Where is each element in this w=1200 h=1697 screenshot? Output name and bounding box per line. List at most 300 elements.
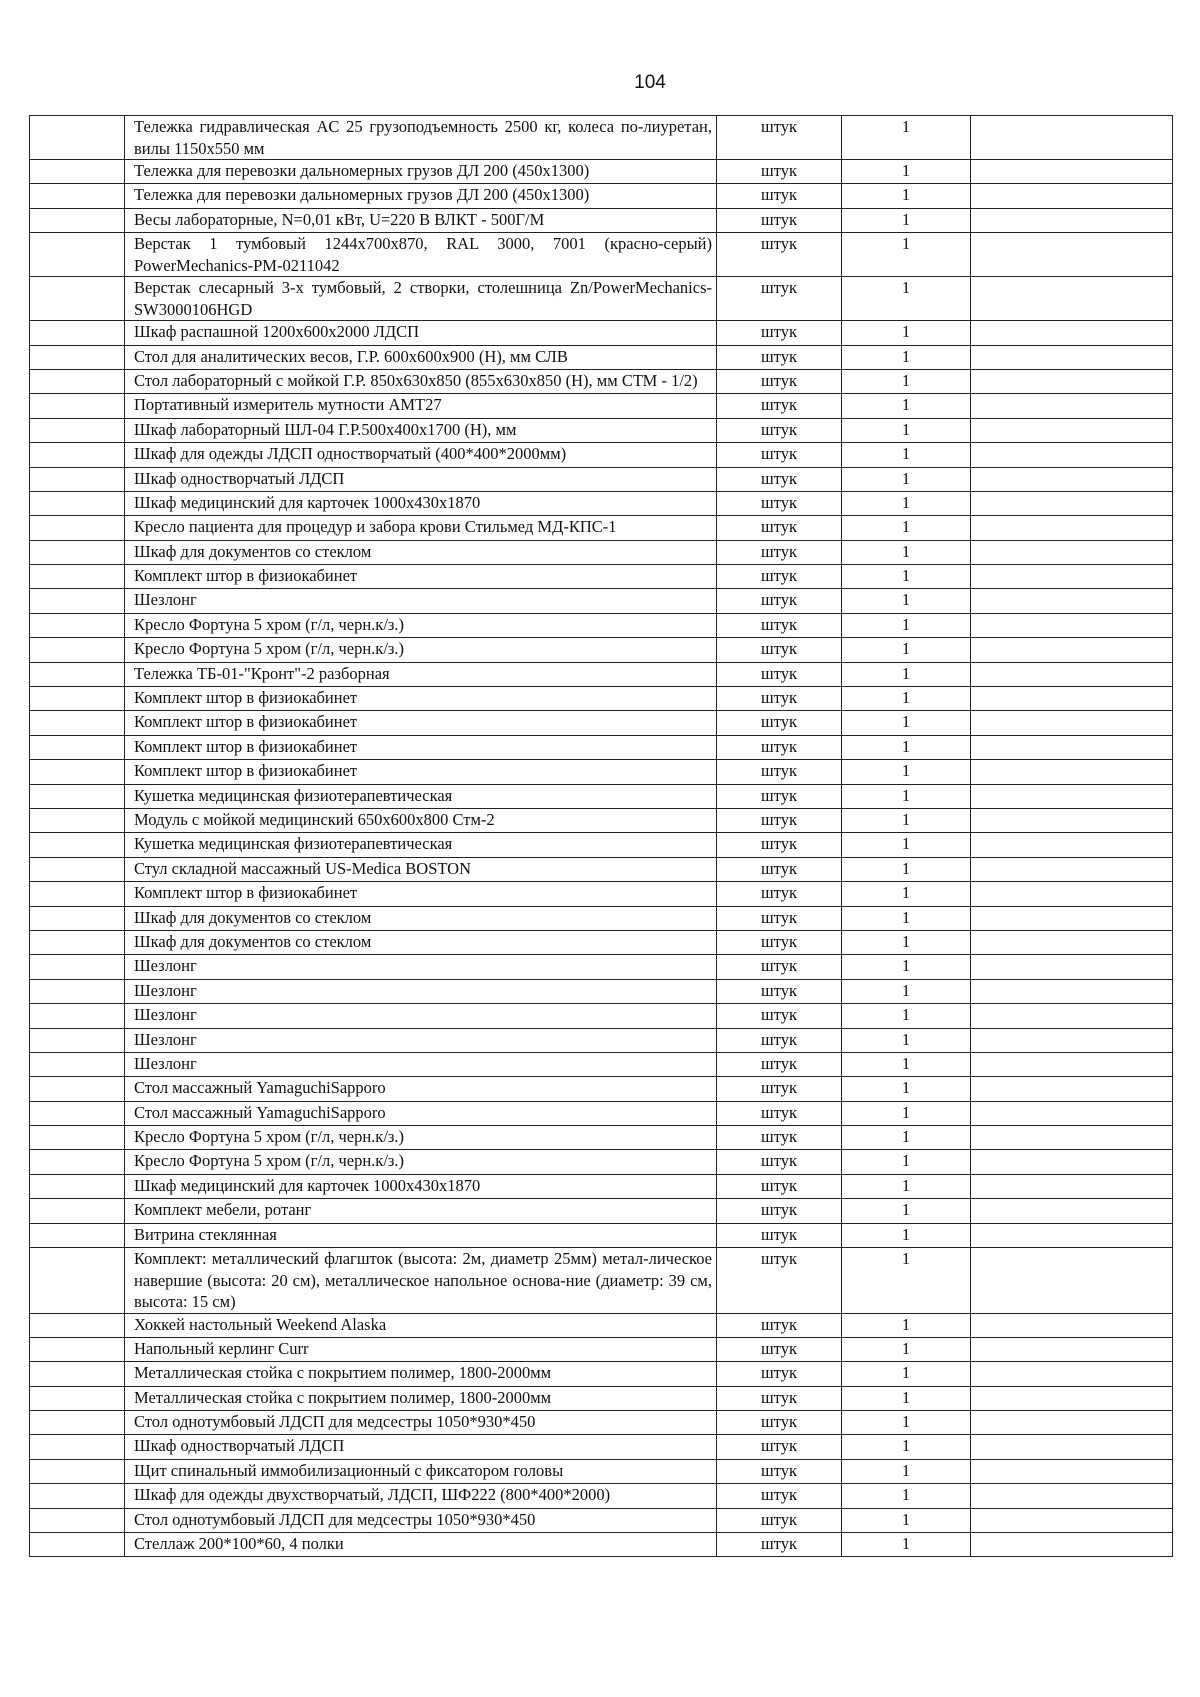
row-number-cell — [30, 687, 125, 711]
note-cell — [971, 1362, 1173, 1386]
row-number-cell — [30, 1313, 125, 1337]
table-row — [30, 808, 1173, 832]
item-name-cell: Шкаф одностворчатый ЛДСП — [125, 467, 717, 491]
row-number-cell — [30, 760, 125, 784]
quantity-cell: 1 — [842, 369, 971, 393]
note-cell — [971, 808, 1173, 832]
item-name-cell: Комплект мебели, ротанг — [125, 1199, 717, 1223]
table-row — [30, 321, 1173, 345]
unit-cell: штук — [717, 116, 842, 160]
item-name-cell: Тележка ТБ-01-"Кронт"-2 разборная — [125, 662, 717, 686]
quantity-cell: 1 — [842, 1126, 971, 1150]
unit-cell: штук — [717, 1248, 842, 1314]
row-number-cell — [30, 833, 125, 857]
unit-cell: штук — [717, 321, 842, 345]
note-cell — [971, 955, 1173, 979]
unit-cell: штук — [717, 687, 842, 711]
row-number-cell — [30, 1199, 125, 1223]
quantity-cell: 1 — [842, 160, 971, 184]
note-cell — [971, 1077, 1173, 1101]
table-row — [30, 418, 1173, 442]
item-name-cell: Шкаф одностворчатый ЛДСП — [125, 1435, 717, 1459]
table-row — [30, 979, 1173, 1003]
note-cell — [971, 882, 1173, 906]
quantity-cell: 1 — [842, 565, 971, 589]
item-name-cell: Модуль с мойкой медицинский 650x600x800 Стм-2 — [125, 808, 717, 832]
table-row — [30, 833, 1173, 857]
unit-cell: штук — [717, 930, 842, 954]
row-number-cell — [30, 160, 125, 184]
row-number-cell — [30, 1386, 125, 1410]
quantity-cell: 1 — [842, 638, 971, 662]
row-number-cell — [30, 1411, 125, 1435]
note-cell — [971, 208, 1173, 232]
unit-cell: штук — [717, 1077, 842, 1101]
quantity-cell: 1 — [842, 321, 971, 345]
quantity-cell: 1 — [842, 979, 971, 1003]
quantity-cell: 1 — [842, 1435, 971, 1459]
quantity-cell: 1 — [842, 1508, 971, 1532]
note-cell — [971, 930, 1173, 954]
item-name-cell: Напольный керлинг Curr — [125, 1337, 717, 1361]
row-number-cell — [30, 955, 125, 979]
quantity-cell: 1 — [842, 882, 971, 906]
unit-cell: штук — [717, 233, 842, 277]
row-number-cell — [30, 233, 125, 277]
note-cell — [971, 1223, 1173, 1247]
item-name-cell: Шкаф для одежды двухстворчатый, ЛДСП, ШФ222 (800*400*2000) — [125, 1484, 717, 1508]
quantity-cell: 1 — [842, 233, 971, 277]
row-number-cell — [30, 906, 125, 930]
note-cell — [971, 1508, 1173, 1532]
item-name-cell: Кресло пациента для процедур и забора крови Стильмед МД-КПС-1 — [125, 516, 717, 540]
row-number-cell — [30, 1077, 125, 1101]
table-row — [30, 345, 1173, 369]
item-name-cell: Шкаф для документов со стеклом — [125, 540, 717, 564]
quantity-cell: 1 — [842, 277, 971, 321]
row-number-cell — [30, 1362, 125, 1386]
unit-cell: штук — [717, 540, 842, 564]
quantity-cell: 1 — [842, 833, 971, 857]
unit-cell: штук — [717, 1174, 842, 1198]
quantity-cell: 1 — [842, 1313, 971, 1337]
note-cell — [971, 345, 1173, 369]
quantity-cell: 1 — [842, 711, 971, 735]
unit-cell: штук — [717, 1223, 842, 1247]
unit-cell: штук — [717, 1508, 842, 1532]
item-name-cell: Весы лабораторные, N=0,01 кВт, U=220 В ВЛКТ - 500Г/М — [125, 208, 717, 232]
note-cell — [971, 233, 1173, 277]
unit-cell: штук — [717, 638, 842, 662]
note-cell — [971, 857, 1173, 881]
unit-cell: штук — [717, 208, 842, 232]
unit-cell: штук — [717, 160, 842, 184]
item-name-cell: Шезлонг — [125, 1004, 717, 1028]
note-cell — [971, 160, 1173, 184]
table-row — [30, 735, 1173, 759]
unit-cell: штук — [717, 1052, 842, 1076]
note-cell — [971, 979, 1173, 1003]
unit-cell: штук — [717, 277, 842, 321]
row-number-cell — [30, 1248, 125, 1314]
quantity-cell: 1 — [842, 662, 971, 686]
row-number-cell — [30, 1028, 125, 1052]
item-name-cell: Комплект штор в физиокабинет — [125, 711, 717, 735]
table-row — [30, 857, 1173, 881]
quantity-cell: 1 — [842, 1004, 971, 1028]
unit-cell: штук — [717, 1533, 842, 1557]
quantity-cell: 1 — [842, 540, 971, 564]
quantity-cell: 1 — [842, 1199, 971, 1223]
table-row — [30, 613, 1173, 637]
table-row — [30, 1077, 1173, 1101]
note-cell — [971, 184, 1173, 208]
note-cell — [971, 589, 1173, 613]
unit-cell: штук — [717, 906, 842, 930]
row-number-cell — [30, 930, 125, 954]
note-cell — [971, 1174, 1173, 1198]
note-cell — [971, 1484, 1173, 1508]
table-row — [30, 565, 1173, 589]
quantity-cell: 1 — [842, 491, 971, 515]
item-name-cell: Шкаф лабораторный ШЛ-04 Г.Р.500x400x1700 (Н), мм — [125, 418, 717, 442]
quantity-cell: 1 — [842, 516, 971, 540]
quantity-cell: 1 — [842, 1386, 971, 1410]
item-name-cell: Комплект: металлический флагшток (высота: 2м, диаметр 25мм) метал-лическое навершие (высота: 20 см), металлическое напольное основа-ние (диаметр: 39 см, высота: 15 см) — [125, 1248, 717, 1314]
item-name-cell: Металлическая стойка с покрытием полимер, 1800-2000мм — [125, 1386, 717, 1410]
note-cell — [971, 394, 1173, 418]
item-name-cell: Стеллаж 200*100*60, 4 полки — [125, 1533, 717, 1557]
quantity-cell: 1 — [842, 443, 971, 467]
row-number-cell — [30, 208, 125, 232]
item-name-cell: Шезлонг — [125, 1028, 717, 1052]
item-name-cell: Кресло Фортуна 5 хром (г/л, черн.к/з.) — [125, 1126, 717, 1150]
row-number-cell — [30, 1004, 125, 1028]
row-number-cell — [30, 784, 125, 808]
unit-cell: штук — [717, 443, 842, 467]
unit-cell: штук — [717, 760, 842, 784]
item-name-cell: Стол для аналитических весов, Г.Р. 600x600x900 (Н), мм СЛВ — [125, 345, 717, 369]
table-row — [30, 687, 1173, 711]
item-name-cell: Кушетка медицинская физиотерапевтическая — [125, 833, 717, 857]
note-cell — [971, 1199, 1173, 1223]
table-row — [30, 1199, 1173, 1223]
note-cell — [971, 711, 1173, 735]
table-row — [30, 662, 1173, 686]
table-row — [30, 467, 1173, 491]
item-name-cell: Шкаф медицинский для карточек 1000x430x1870 — [125, 491, 717, 515]
quantity-cell: 1 — [842, 1077, 971, 1101]
table-row — [30, 906, 1173, 930]
quantity-cell: 1 — [842, 467, 971, 491]
unit-cell: штук — [717, 613, 842, 637]
note-cell — [971, 1411, 1173, 1435]
row-number-cell — [30, 1484, 125, 1508]
table-row — [30, 1174, 1173, 1198]
table-row — [30, 208, 1173, 232]
table-row — [30, 1004, 1173, 1028]
row-number-cell — [30, 1533, 125, 1557]
item-name-cell: Кресло Фортуна 5 хром (г/л, черн.к/з.) — [125, 1150, 717, 1174]
note-cell — [971, 735, 1173, 759]
note-cell — [971, 1028, 1173, 1052]
item-name-cell: Комплект штор в физиокабинет — [125, 687, 717, 711]
row-number-cell — [30, 565, 125, 589]
table-row — [30, 1126, 1173, 1150]
note-cell — [971, 662, 1173, 686]
row-number-cell — [30, 418, 125, 442]
note-cell — [971, 1248, 1173, 1314]
item-name-cell: Кушетка медицинская физиотерапевтическая — [125, 784, 717, 808]
note-cell — [971, 760, 1173, 784]
item-name-cell: Тележка для перевозки дальномерных грузов ДЛ 200 (450x1300) — [125, 160, 717, 184]
note-cell — [971, 321, 1173, 345]
row-number-cell — [30, 808, 125, 832]
table-row — [30, 1386, 1173, 1410]
note-cell — [971, 277, 1173, 321]
item-name-cell: Стол лабораторный с мойкой Г.Р. 850x630x850 (855x630x850 (Н), мм СТМ - 1/2) — [125, 369, 717, 393]
item-name-cell: Шезлонг — [125, 979, 717, 1003]
unit-cell: штук — [717, 1411, 842, 1435]
quantity-cell: 1 — [842, 1411, 971, 1435]
row-number-cell — [30, 516, 125, 540]
row-number-cell — [30, 321, 125, 345]
quantity-cell: 1 — [842, 345, 971, 369]
unit-cell: штук — [717, 1484, 842, 1508]
table-row — [30, 638, 1173, 662]
item-name-cell: Хоккей настольный Weekend Alaska — [125, 1313, 717, 1337]
inventory-table — [29, 115, 1173, 1557]
item-name-cell: Щит спинальный иммобилизационный с фиксатором головы — [125, 1459, 717, 1483]
unit-cell: штук — [717, 1435, 842, 1459]
table-row — [30, 1508, 1173, 1532]
table-row — [30, 1052, 1173, 1076]
item-name-cell: Комплект штор в физиокабинет — [125, 882, 717, 906]
unit-cell: штук — [717, 1028, 842, 1052]
quantity-cell: 1 — [842, 687, 971, 711]
quantity-cell: 1 — [842, 208, 971, 232]
item-name-cell: Комплект штор в физиокабинет — [125, 760, 717, 784]
item-name-cell: Шезлонг — [125, 589, 717, 613]
item-name-cell: Кресло Фортуна 5 хром (г/л, черн.к/з.) — [125, 638, 717, 662]
unit-cell: штук — [717, 1386, 842, 1410]
item-name-cell: Стол однотумбовый ЛДСП для медсестры 1050*930*450 — [125, 1411, 717, 1435]
table-row — [30, 369, 1173, 393]
inventory-table-body — [30, 116, 1173, 1557]
quantity-cell: 1 — [842, 1150, 971, 1174]
item-name-cell: Стол массажный YamaguchiSapporo — [125, 1101, 717, 1125]
note-cell — [971, 443, 1173, 467]
table-row — [30, 1362, 1173, 1386]
row-number-cell — [30, 277, 125, 321]
note-cell — [971, 1126, 1173, 1150]
unit-cell: штук — [717, 833, 842, 857]
quantity-cell: 1 — [842, 906, 971, 930]
note-cell — [971, 116, 1173, 160]
quantity-cell: 1 — [842, 1337, 971, 1361]
unit-cell: штук — [717, 711, 842, 735]
item-name-cell: Стол однотумбовый ЛДСП для медсестры 1050*930*450 — [125, 1508, 717, 1532]
unit-cell: штук — [717, 808, 842, 832]
note-cell — [971, 491, 1173, 515]
quantity-cell: 1 — [842, 930, 971, 954]
note-cell — [971, 638, 1173, 662]
quantity-cell: 1 — [842, 955, 971, 979]
quantity-cell: 1 — [842, 808, 971, 832]
unit-cell: штук — [717, 955, 842, 979]
note-cell — [971, 467, 1173, 491]
quantity-cell: 1 — [842, 613, 971, 637]
item-name-cell: Верстак 1 тумбовый 1244x700x870, RAL 3000, 7001 (красно-серый) PowerMechanics-PM-0211042 — [125, 233, 717, 277]
note-cell — [971, 1435, 1173, 1459]
quantity-cell: 1 — [842, 735, 971, 759]
unit-cell: штук — [717, 1101, 842, 1125]
note-cell — [971, 906, 1173, 930]
row-number-cell — [30, 1126, 125, 1150]
item-name-cell: Витрина стеклянная — [125, 1223, 717, 1247]
quantity-cell: 1 — [842, 184, 971, 208]
note-cell — [971, 1004, 1173, 1028]
table-row — [30, 1313, 1173, 1337]
row-number-cell — [30, 1052, 125, 1076]
table-row — [30, 394, 1173, 418]
unit-cell: штук — [717, 662, 842, 686]
page-number: 104 — [634, 72, 666, 93]
unit-cell: штук — [717, 491, 842, 515]
quantity-cell: 1 — [842, 784, 971, 808]
table-row — [30, 1248, 1173, 1314]
table-row — [30, 540, 1173, 564]
row-number-cell — [30, 1174, 125, 1198]
quantity-cell: 1 — [842, 1248, 971, 1314]
item-name-cell: Шкаф для одежды ЛДСП одностворчатый (400*400*2000мм) — [125, 443, 717, 467]
item-name-cell: Шезлонг — [125, 955, 717, 979]
note-cell — [971, 1533, 1173, 1557]
row-number-cell — [30, 711, 125, 735]
quantity-cell: 1 — [842, 760, 971, 784]
unit-cell: штук — [717, 1313, 842, 1337]
table-row — [30, 1411, 1173, 1435]
row-number-cell — [30, 1223, 125, 1247]
unit-cell: штук — [717, 1459, 842, 1483]
unit-cell: штук — [717, 1199, 842, 1223]
unit-cell: штук — [717, 589, 842, 613]
item-name-cell: Верстак слесарный 3-х тумбовый, 2 створки, столешница Zn/PowerMechanics-SW3000106HGD — [125, 277, 717, 321]
unit-cell: штук — [717, 1150, 842, 1174]
item-name-cell: Шкаф для документов со стеклом — [125, 930, 717, 954]
note-cell — [971, 540, 1173, 564]
quantity-cell: 1 — [842, 589, 971, 613]
table-row — [30, 184, 1173, 208]
note-cell — [971, 1101, 1173, 1125]
unit-cell: штук — [717, 467, 842, 491]
table-row — [30, 760, 1173, 784]
table-row — [30, 1459, 1173, 1483]
row-number-cell — [30, 1435, 125, 1459]
item-name-cell: Шкаф для документов со стеклом — [125, 906, 717, 930]
row-number-cell — [30, 662, 125, 686]
item-name-cell: Портативный измеритель мутности АМТ27 — [125, 394, 717, 418]
table-row — [30, 711, 1173, 735]
row-number-cell — [30, 1508, 125, 1532]
note-cell — [971, 418, 1173, 442]
row-number-cell — [30, 394, 125, 418]
item-name-cell: Шкаф распашной 1200x600x2000 ЛДСП — [125, 321, 717, 345]
note-cell — [971, 784, 1173, 808]
row-number-cell — [30, 443, 125, 467]
unit-cell: штук — [717, 1004, 842, 1028]
note-cell — [971, 1386, 1173, 1410]
quantity-cell: 1 — [842, 1052, 971, 1076]
item-name-cell: Стол массажный YamaguchiSapporo — [125, 1077, 717, 1101]
item-name-cell: Шкаф медицинский для карточек 1000x430x1870 — [125, 1174, 717, 1198]
row-number-cell — [30, 735, 125, 759]
row-number-cell — [30, 589, 125, 613]
row-number-cell — [30, 857, 125, 881]
quantity-cell: 1 — [842, 1362, 971, 1386]
unit-cell: штук — [717, 345, 842, 369]
unit-cell: штук — [717, 1362, 842, 1386]
table-row — [30, 443, 1173, 467]
quantity-cell: 1 — [842, 1223, 971, 1247]
note-cell — [971, 613, 1173, 637]
unit-cell: штук — [717, 784, 842, 808]
table-row — [30, 1101, 1173, 1125]
row-number-cell — [30, 979, 125, 1003]
table-row — [30, 277, 1173, 321]
quantity-cell: 1 — [842, 1028, 971, 1052]
table-row — [30, 233, 1173, 277]
quantity-cell: 1 — [842, 1101, 971, 1125]
row-number-cell — [30, 540, 125, 564]
unit-cell: штук — [717, 369, 842, 393]
table-row — [30, 1435, 1173, 1459]
unit-cell: штук — [717, 418, 842, 442]
item-name-cell: Шезлонг — [125, 1052, 717, 1076]
item-name-cell: Металлическая стойка с покрытием полимер, 1800-2000мм — [125, 1362, 717, 1386]
row-number-cell — [30, 1337, 125, 1361]
table-row — [30, 930, 1173, 954]
unit-cell: штук — [717, 184, 842, 208]
note-cell — [971, 369, 1173, 393]
table-row — [30, 160, 1173, 184]
item-name-cell: Кресло Фортуна 5 хром (г/л, черн.к/з.) — [125, 613, 717, 637]
table-row — [30, 589, 1173, 613]
table-row — [30, 516, 1173, 540]
quantity-cell: 1 — [842, 1459, 971, 1483]
row-number-cell — [30, 345, 125, 369]
row-number-cell — [30, 491, 125, 515]
row-number-cell — [30, 882, 125, 906]
unit-cell: штук — [717, 735, 842, 759]
quantity-cell: 1 — [842, 394, 971, 418]
unit-cell: штук — [717, 1337, 842, 1361]
table-row — [30, 1223, 1173, 1247]
item-name-cell: Комплект штор в физиокабинет — [125, 565, 717, 589]
table-row — [30, 955, 1173, 979]
quantity-cell: 1 — [842, 1484, 971, 1508]
note-cell — [971, 833, 1173, 857]
row-number-cell — [30, 613, 125, 637]
note-cell — [971, 1150, 1173, 1174]
unit-cell: штук — [717, 979, 842, 1003]
quantity-cell: 1 — [842, 418, 971, 442]
note-cell — [971, 565, 1173, 589]
table-row — [30, 1484, 1173, 1508]
item-name-cell: Стул складной массажный US-Medica BOSTON — [125, 857, 717, 881]
row-number-cell — [30, 1150, 125, 1174]
item-name-cell: Тележка гидравлическая AC 25 грузоподъемность 2500 кг, колеса по-лиуретан, вилы 1150x550 мм — [125, 116, 717, 160]
